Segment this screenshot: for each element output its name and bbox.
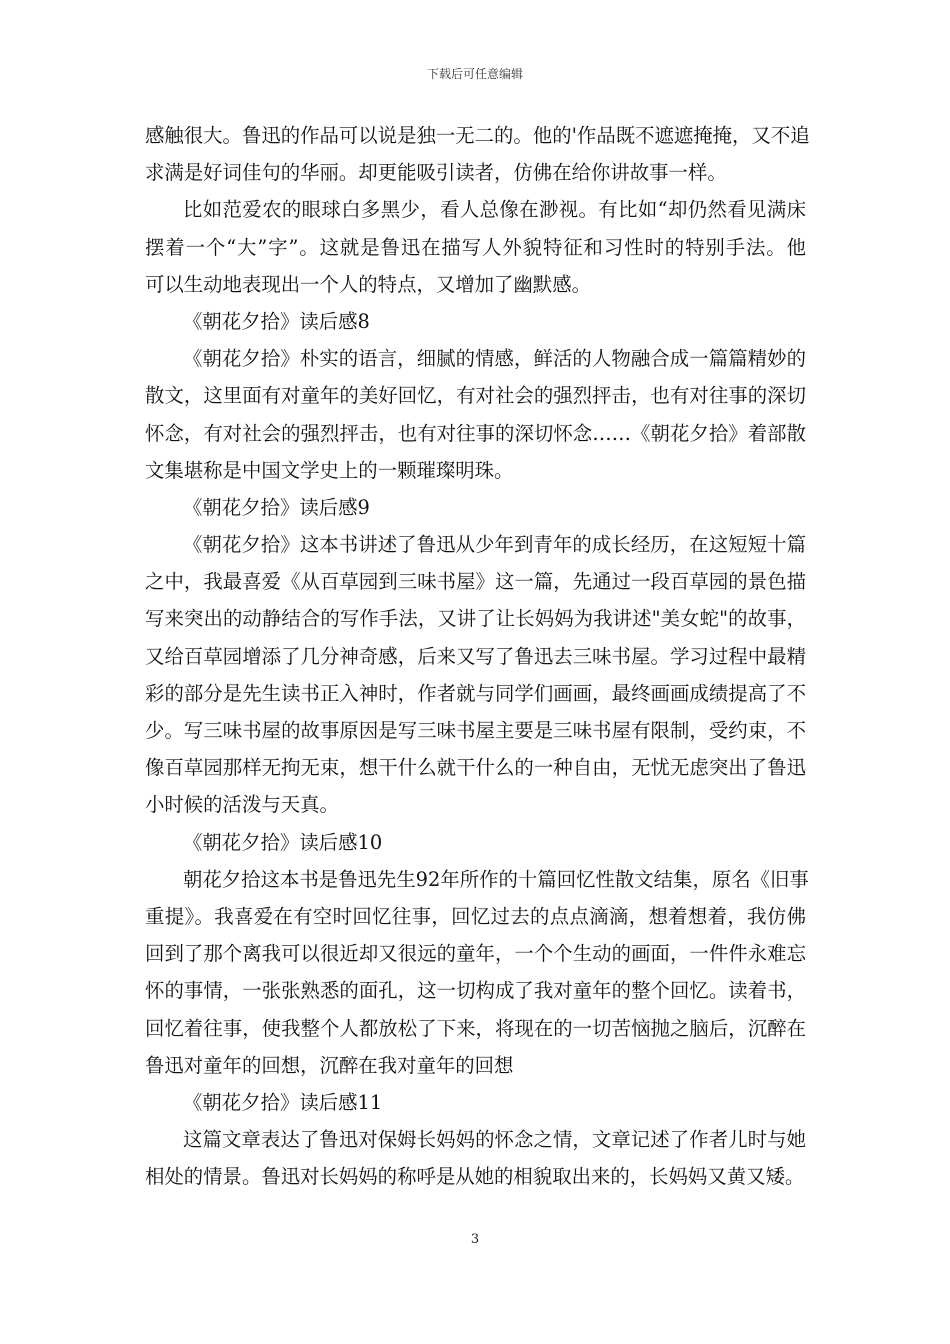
text-line: 少。写三味书屋的故事原因是写三味书屋主要是三味书屋有限制，受约束，不 xyxy=(145,719,806,742)
text-line: 重提》。我喜爱在有空时回忆往事，回忆过去的点点滴滴，想着想着，我仿佛 xyxy=(145,904,806,928)
text-line: 写来突出的动静结合的写作手法，又讲了让长妈妈为我讲述"美女蛇"的故事， xyxy=(145,607,806,631)
paragraph-first-line: 《朝花夕拾》朴实的语言，细腻的情感，鲜活的人物融合成一篇篇精妙的 xyxy=(183,347,806,371)
text-line: 回忆着往事，使我整个人都放松了下来，将现在的一切苦恼抛之脑后，沉醉在 xyxy=(145,1016,806,1040)
text-line: 摆着一个“大”字”。这就是鲁迅在描写人外貌特征和习性时的特别手法。他 xyxy=(145,235,806,259)
paragraph-first-line: 《朝花夕拾》这本书讲述了鲁迅从少年到青年的成长经历，在这短短十篇 xyxy=(183,533,806,557)
page-number: 3 xyxy=(470,1232,480,1247)
text-line: 怀的事情，一张张熟悉的面孔，这一切构成了我对童年的整个回忆。读着书， xyxy=(145,979,806,1003)
text-line: 彩的部分是先生读书正入神时，作者就与同学们画画，最终画画成绩提高了不 xyxy=(145,681,806,705)
document-body xyxy=(145,117,810,1195)
section-heading: 《朝花夕拾》读后感9 xyxy=(183,495,370,519)
text-line: 鲁迅对童年的回想，沉醉在我对童年的回想 xyxy=(145,1053,514,1077)
text-line: 相处的情景。鲁迅对长妈妈的称呼是从她的相貌取出来的，长妈妈又黄又矮。 xyxy=(145,1165,805,1189)
paragraph-first-line: 这篇文章表达了鲁迅对保姆长妈妈的怀念之情，文章记述了作者儿时与她 xyxy=(183,1128,806,1152)
text-line: 文集堪称是中国文学史上的一颗璀璨明珠。 xyxy=(145,458,514,482)
paragraph-first-line: 朝花夕拾这本书是鲁迅先生92年所作的十篇回忆性散文结集，原名《旧事 xyxy=(183,867,809,891)
text-line: 求满是好词佳句的华丽。却更能吸引读者，仿佛在给你讲故事一样。 xyxy=(145,161,727,185)
section-heading: 《朝花夕拾》读后感11 xyxy=(183,1090,383,1114)
text-line: 小时候的活泼与天真。 xyxy=(145,793,339,817)
text-line: 感触很大。鲁迅的作品可以说是独一无二的。他的'作品既不遮遮掩掩，又不追 xyxy=(145,124,810,147)
text-line: 回到了那个离我可以很近却又很远的童年，一个个生动的画面，一件件永难忘 xyxy=(145,942,806,966)
text-line: 又给百草园增添了几分神奇感，后来又写了鲁迅去三味书屋。学习过程中最精 xyxy=(145,644,806,668)
section-heading: 《朝花夕拾》读后感10 xyxy=(183,830,383,854)
page-header: 下载后可任意编辑 xyxy=(426,67,523,81)
text-line: 之中，我最喜爱《从百草园到三味书屋》这一篇，先通过一段百草园的景色描 xyxy=(145,570,806,594)
text-line: 可以生动地表现出一个人的特点，又增加了幽默感。 xyxy=(145,272,591,296)
text-line: 散文，这里面有对童年的美好回忆，有对社会的强烈抨击，也有对往事的深切 xyxy=(145,384,806,408)
section-heading: 《朝花夕拾》读后感8 xyxy=(183,309,370,333)
paragraph-first-line: 比如范爱农的眼球白多黑少，看人总像在渺视。有比如“却仍然看见满床 xyxy=(183,198,806,222)
text-line: 像百草园那样无拘无束，想干什么就干什么的一种自由，无忧无虑突出了鲁迅 xyxy=(145,756,806,780)
text-line: 怀念，有对社会的强烈抨击，也有对往事的深切怀念……《朝花夕拾》着部散 xyxy=(145,421,806,445)
